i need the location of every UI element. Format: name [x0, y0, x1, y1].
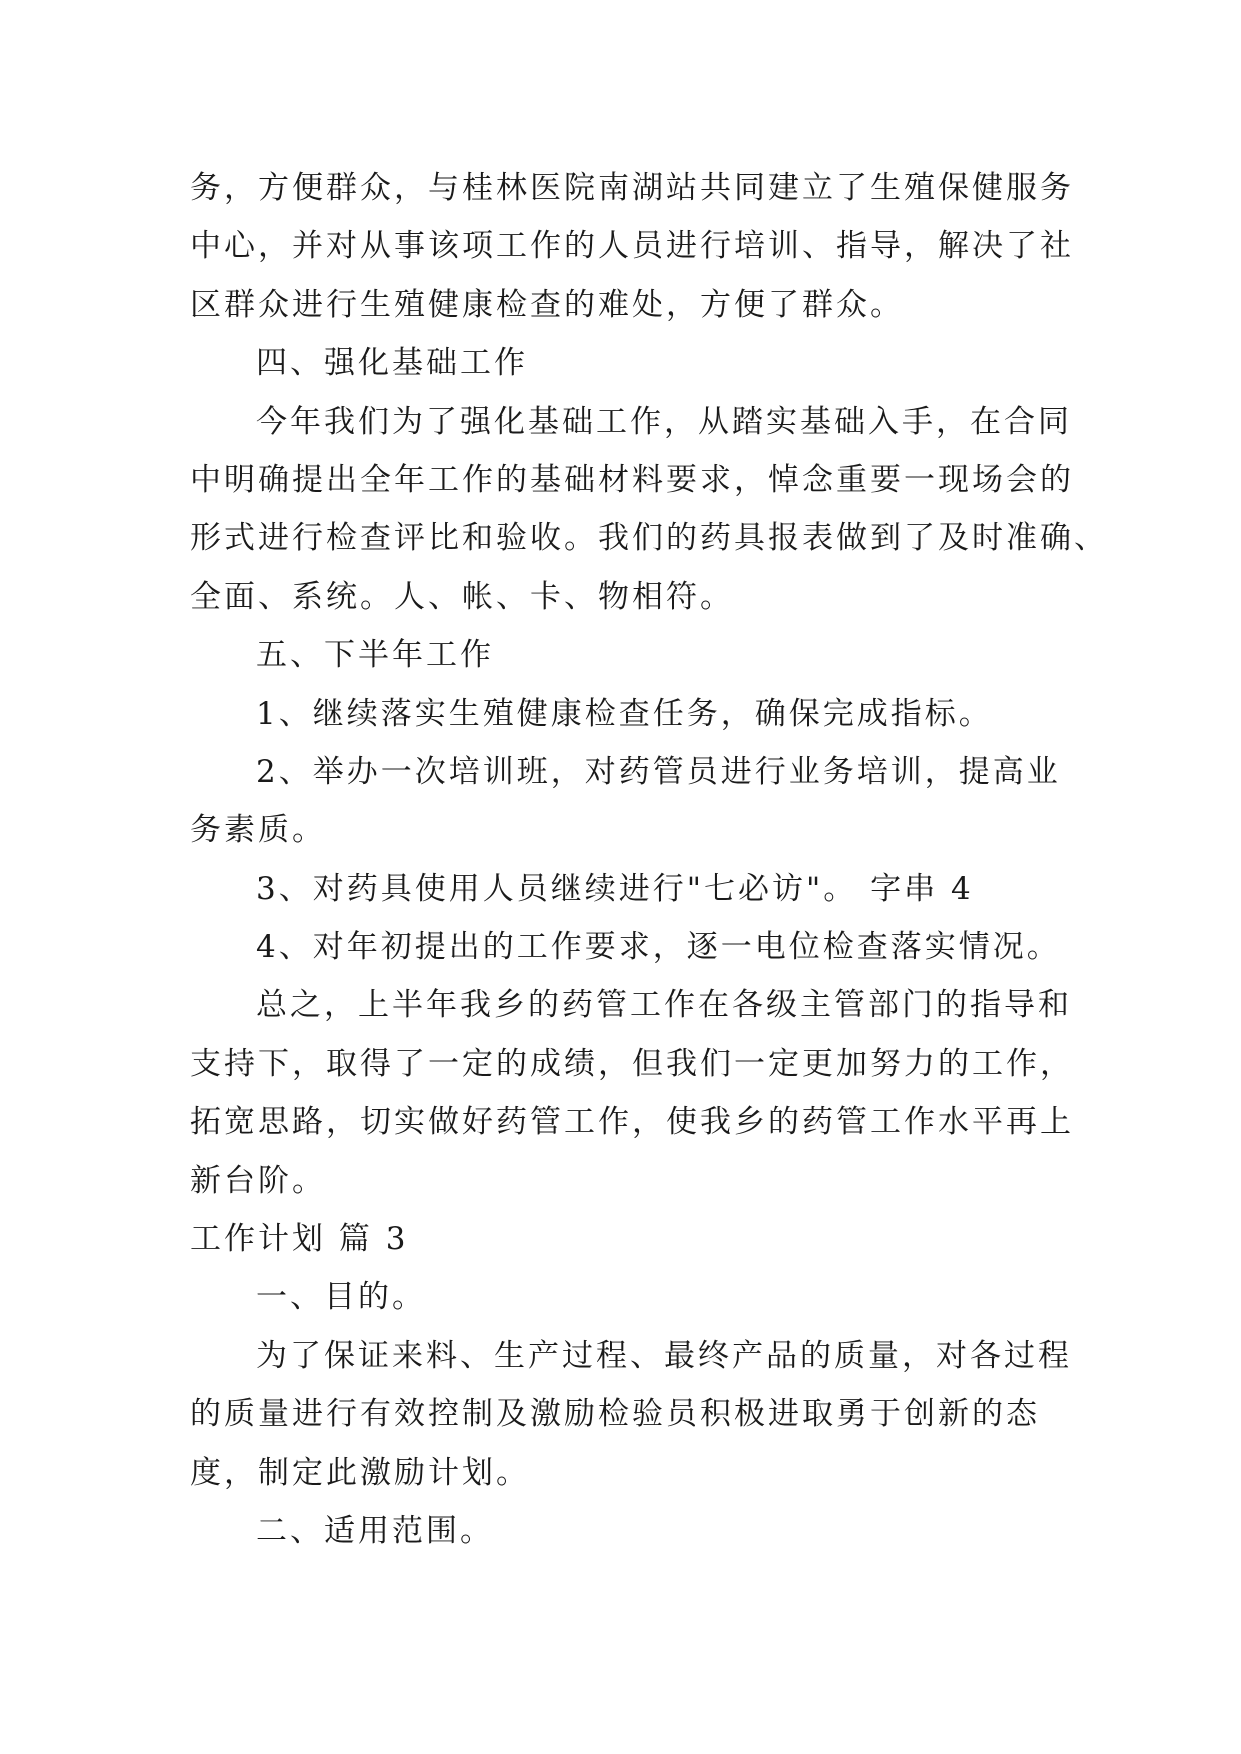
paragraph-line: 为了保证来料、生产过程、最终产品的质量，对各过程	[256, 1337, 1072, 1374]
list-item: 1、继续落实生殖健康检查任务，确保完成指标。	[256, 695, 993, 732]
paragraph-line: 全面、系统。人、帐、卡、物相符。	[190, 578, 734, 615]
paragraph-line: 支持下，取得了一定的成绩，但我们一定更加努力的工作，	[190, 1045, 1074, 1082]
paragraph-line: 度，制定此激励计划。	[190, 1454, 530, 1491]
paragraph-line: 总之，上半年我乡的药管工作在各级主管部门的指导和	[256, 987, 1072, 1024]
section-heading: 一、目的。	[256, 1279, 426, 1316]
paragraph-line: 今年我们为了强化基础工作，从踏实基础入手，在合同	[256, 403, 1072, 440]
list-item: 3、对药具使用人员继续进行"七必访"。 字串 4	[256, 870, 974, 907]
paragraph-line: 务素质。	[190, 812, 326, 849]
paragraph-line: 形式进行检查评比和验收。我们的药具报表做到了及时准确、	[190, 520, 1108, 557]
paragraph-line: 中心，并对从事该项工作的人员进行培训、指导，解决了社	[190, 228, 1074, 265]
section-heading: 四、强化基础工作	[256, 345, 528, 382]
section-heading: 五、下半年工作	[256, 637, 494, 674]
paragraph-line: 中明确提出全年工作的基础材料要求，悼念重要一现场会的	[190, 461, 1074, 498]
paragraph-line: 新台阶。	[190, 1162, 326, 1199]
list-item: 4、对年初提出的工作要求，逐一电位检查落实情况。	[256, 929, 1061, 966]
section-title: 工作计划 篇 3	[190, 1221, 409, 1258]
section-heading: 二、适用范围。	[256, 1512, 494, 1549]
paragraph-line: 务，方便群众，与桂林医院南湖站共同建立了生殖保健服务	[190, 170, 1074, 206]
paragraph-line: 的质量进行有效控制及激励检验员积极进取勇于创新的态	[190, 1396, 1040, 1433]
paragraph-line: 区群众进行生殖健康检查的难处，方便了群众。	[190, 286, 904, 323]
list-item: 2、举办一次培训班，对药管员进行业务培训，提高业	[256, 753, 1061, 790]
paragraph-line: 拓宽思路，切实做好药管工作，使我乡的药管工作水平再上	[190, 1104, 1074, 1141]
document-body	[190, 159, 1108, 1560]
